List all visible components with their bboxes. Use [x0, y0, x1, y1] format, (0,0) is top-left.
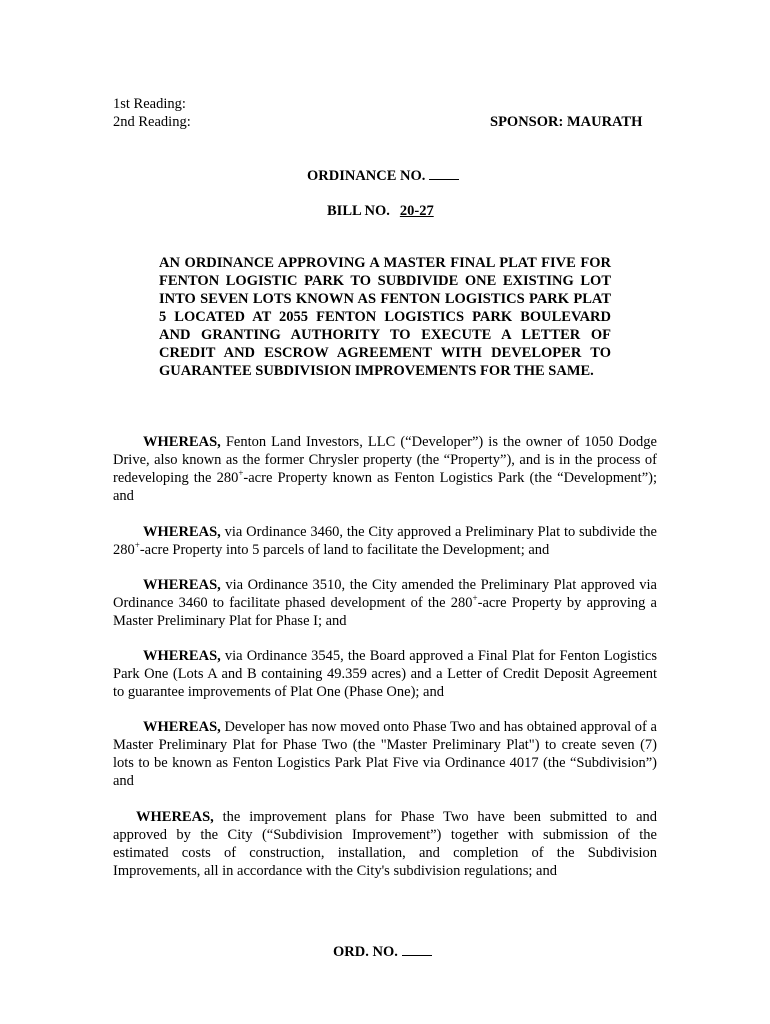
bill-number	[327, 202, 434, 220]
sponsor-label: SPONSOR: MAURATH	[490, 114, 643, 130]
footer-ord-blank	[402, 943, 432, 956]
ordinance-title: AN ORDINANCE APPROVING A MASTER FINAL PLAT FIVE FOR FENTON LOGISTIC PARK TO SUBDIVIDE ONE EXISTING LOT INTO SEVEN LOTS KNOWN AS FENTON LOGISTICS PARK PLAT 5 LOCATED AT 2055 FENTON LOGISTICS PARK BOULEVARD AND GRANTING AUTHORITY TO EXECUTE A LETTER OF CREDIT AND ESCROW AGREEMENT WITH DEVELOPER TO GUARANTEE SUBDIVISION IMPROVEMENTS FOR THE SAME.	[159, 255, 611, 379]
ordinance-number-label: ORDINANCE NO.	[307, 168, 426, 184]
whereas-paragraph: WHEREAS, the improvement plans for Phase Two have been submitted to and approved by the City (“Subdivision Improvement”) together with submission of the estimated costs of construction, installation, and completion of the Subdivision Improvements, all in accordance with the City's subdivision regulations; and	[113, 809, 657, 879]
footer-ord-number	[333, 943, 432, 961]
whereas-keyword: WHEREAS,	[136, 809, 214, 825]
whereas-paragraph: WHEREAS, Fenton Land Investors, LLC (“Developer”) is the owner of 1050 Dodge Drive, also known as the former Chrysler property (the “Property”), and is in the process of redeveloping the 280+-acre Property known as Fenton Logistics Park (the “Development”); and	[113, 434, 657, 504]
whereas-paragraph: WHEREAS, Developer has now moved onto Phase Two and has obtained approval of a Master Preliminary Plat for Phase Two (the "Master Preliminary Plat") to create seven (7) lots to be known as Fenton Logistics Park Plat Five via Ordinance 4017 (the “Subdivision”) and	[113, 719, 657, 789]
whereas-paragraph: WHEREAS, via Ordinance 3460, the City approved a Preliminary Plat to subdivide the 280+-acre Property into 5 parcels of land to facilitate the Development; and	[113, 524, 657, 558]
whereas-keyword: WHEREAS,	[143, 577, 221, 593]
whereas-keyword: WHEREAS,	[143, 648, 221, 664]
whereas-keyword: WHEREAS,	[143, 719, 221, 735]
bill-number-value: 20-27	[399, 203, 434, 219]
whereas-paragraph: WHEREAS, via Ordinance 3510, the City amended the Preliminary Plat approved via Ordinance 3460 to facilitate phased development of the 280+-acre Property by approving a Master Preliminary Plat for Phase I; and	[113, 577, 657, 629]
bill-number-label: BILL NO.	[327, 203, 390, 219]
ordinance-number-blank	[429, 167, 459, 180]
whereas-keyword: WHEREAS,	[143, 524, 221, 540]
whereas-keyword: WHEREAS,	[143, 434, 221, 450]
readings-block	[113, 95, 191, 131]
first-reading-label: 1st Reading:	[113, 96, 186, 112]
second-reading-label: 2nd Reading:	[113, 114, 191, 130]
footer-ord-label: ORD. NO.	[333, 944, 398, 960]
whereas-paragraph: WHEREAS, via Ordinance 3545, the Board approved a Final Plat for Fenton Logistics Park One (Lots A and B containing 49.359 acres) and a Letter of Credit Deposit Agreement to guarantee improvements of Plat One (Phase One); and	[113, 648, 657, 700]
ordinance-number	[307, 167, 459, 185]
